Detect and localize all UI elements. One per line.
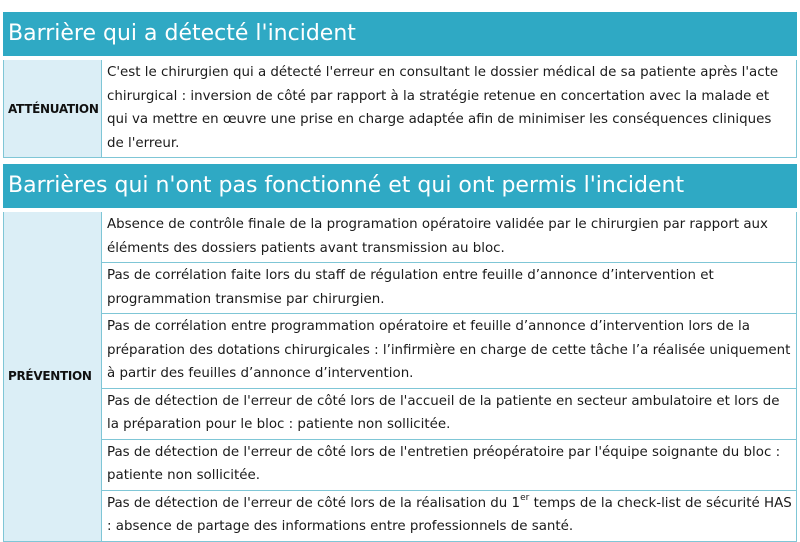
attenuation-label: ATTÉNUATION bbox=[4, 60, 102, 157]
checklist-text-before: Pas de détection de l'erreur de côté lors de la réalisation du 1 bbox=[107, 495, 521, 511]
barrier-row: Absence de contrôle finale de la programation opératoire validée par le chirurgien par rapport aux éléments des dossiers patients avant transmission au bloc. bbox=[107, 217, 768, 256]
detection-table bbox=[3, 60, 797, 158]
prevention-label: PRÉVENTION bbox=[4, 212, 102, 541]
barrier-row-checklist bbox=[102, 490, 796, 541]
checklist-text-after: temps de la check-list de sécurité HAS : absence de partage des informations entre professionnels de santé. bbox=[107, 495, 792, 534]
barrier-row: Pas de détection de l'erreur de côté lors de l'entretien préopératoire par l'équipe soignante du bloc : patiente non sollicitée. bbox=[102, 439, 796, 490]
barrier-row: Pas de détection de l'erreur de côté lors de l'accueil de la patiente en secteur ambulatoire et lors de la préparation pour le bloc : patiente non sollicitée. bbox=[102, 388, 796, 439]
barrier-row: Pas de corrélation entre programmation opératoire et feuille d’annonce d’intervention lors de la préparation des dotations chirurgicales : l’infirmière en charge de cette tâche l’a réalisée uniquement à partir des feuilles d’annonce d’intervention. bbox=[102, 313, 796, 388]
detection-row: C'est le chirurgien qui a détecté l'erreur en consultant le dossier médical de sa patiente après l'acte chirurgical : inversion de côté par rapport à la stratégie retenue en concertation avec la malade et qui va mettre en œuvre une prise en charge adaptée afin de minimiser les conséquences cliniques de l'erreur. bbox=[107, 65, 779, 151]
section-detection bbox=[3, 12, 797, 158]
failed-barriers-table bbox=[3, 212, 797, 542]
barrier-row: Pas de corrélation faite lors du staff de régulation entre feuille d’annonce d’intervention et programmation transmise par chirurgien. bbox=[102, 262, 796, 313]
section-detection-title: Barrière qui a détecté l'incident bbox=[3, 12, 797, 56]
section-failed-barriers bbox=[3, 164, 797, 542]
section-failed-barriers-title: Barrières qui n'ont pas fonctionné et qui ont permis l'incident bbox=[3, 164, 797, 208]
ordinal-superscript: er bbox=[520, 493, 530, 504]
